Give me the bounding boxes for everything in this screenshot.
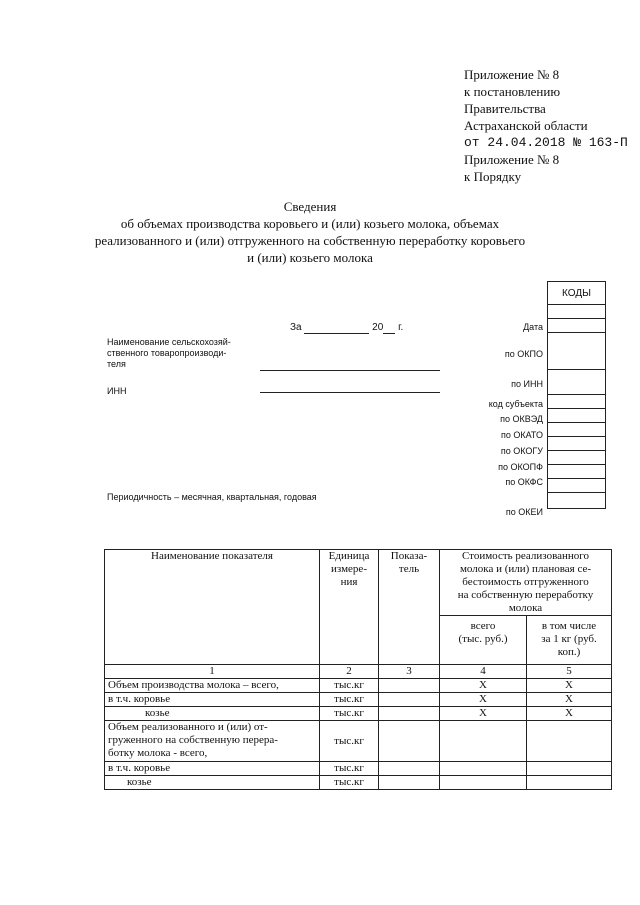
- row-unit: тыс.кг: [320, 679, 379, 693]
- row-indicator[interactable]: [379, 693, 440, 707]
- appendix-line: Правительства: [464, 101, 546, 116]
- row-name: Объем производства молока – всего,: [105, 679, 320, 693]
- code-label: по ОКФС: [505, 477, 543, 487]
- code-label: по ОКВЭД: [500, 414, 543, 424]
- row-name: в т.ч. коровье: [105, 693, 320, 707]
- code-cell-okved[interactable]: [548, 409, 606, 423]
- header-cost: Стоимость реализованного молока и (или) плановая се- бестоимость отгруженного на собственную переработку молока: [440, 550, 612, 616]
- document-title: [94, 198, 526, 266]
- col-number: 3: [379, 665, 440, 679]
- code-cell[interactable]: [548, 305, 606, 319]
- appendix-line: Приложение № 8: [464, 152, 560, 167]
- row-unit: тыс.кг: [320, 762, 379, 776]
- appendix-line: Приложение № 8: [464, 67, 560, 82]
- row-total[interactable]: [440, 721, 527, 762]
- title-line: об объемах производства коровьего и (или) козьего молока, объемах: [120, 216, 500, 231]
- periodicity-label: Периодичность – месячная, квартальная, годовая: [107, 492, 317, 502]
- table-header-row: [105, 550, 612, 616]
- codes-header: КОДЫ: [548, 282, 606, 305]
- title-line: реализованного и (или) отгруженного на собственную переработку коровьего: [94, 233, 526, 248]
- row-total: X: [440, 679, 527, 693]
- header-unit: Единица измере- ния: [320, 550, 379, 665]
- row-per-kg: X: [527, 679, 612, 693]
- code-label: по ОКПО: [504, 349, 543, 359]
- code-cell-blank[interactable]: [548, 479, 606, 493]
- codes-grid: [547, 281, 606, 509]
- header-indicator: Показа- тель: [379, 550, 440, 665]
- header-per-kg: в том числе за 1 кг (руб. коп.): [527, 616, 612, 665]
- table-row: [105, 721, 612, 762]
- code-label: по ОКЕИ: [505, 507, 543, 517]
- code-label: Дата: [523, 322, 543, 332]
- row-per-kg[interactable]: [527, 721, 612, 762]
- column-numbers-row: [105, 665, 612, 679]
- header-total: всего (тыс. руб.): [440, 616, 527, 665]
- row-unit: тыс.кг: [320, 776, 379, 790]
- period-year-prefix: 20: [372, 322, 384, 333]
- table-row: [105, 679, 612, 693]
- row-unit: тыс.кг: [320, 707, 379, 721]
- row-indicator[interactable]: [379, 679, 440, 693]
- appendix-line: Астраханской области: [464, 118, 588, 133]
- period-line: [290, 322, 403, 334]
- title-line: и (или) козьего молока: [247, 250, 373, 265]
- code-label: по ИНН: [511, 379, 543, 389]
- row-indicator[interactable]: [379, 762, 440, 776]
- code-label: по ОКОГУ: [500, 446, 543, 456]
- inn-label: ИНН: [107, 386, 127, 396]
- code-cell-inn[interactable]: [548, 370, 606, 395]
- col-number: 5: [527, 665, 612, 679]
- appendix-line: к Порядку: [464, 169, 522, 184]
- col-number: 1: [105, 665, 320, 679]
- row-per-kg[interactable]: [527, 762, 612, 776]
- row-unit: тыс.кг: [320, 721, 379, 762]
- table-row: [105, 776, 612, 790]
- row-indicator[interactable]: [379, 776, 440, 790]
- row-indicator[interactable]: [379, 721, 440, 762]
- row-per-kg: X: [527, 693, 612, 707]
- row-name: в т.ч. коровье: [105, 762, 320, 776]
- row-indicator[interactable]: [379, 707, 440, 721]
- row-unit: тыс.кг: [320, 693, 379, 707]
- header-name: Наименование показателя: [105, 550, 320, 665]
- code-cell-okfs[interactable]: [548, 465, 606, 479]
- code-label: по ОКОПФ: [498, 462, 543, 472]
- row-total[interactable]: [440, 776, 527, 790]
- appendix-line: к постановлению: [464, 84, 561, 99]
- code-label: по ОКАТО: [500, 430, 543, 440]
- row-total: X: [440, 707, 527, 721]
- table-row: [105, 693, 612, 707]
- code-cell-subject[interactable]: [548, 395, 606, 409]
- code-cell-okato[interactable]: [548, 423, 606, 437]
- table-row: [105, 707, 612, 721]
- title-line: Сведения: [283, 199, 337, 214]
- org-name-label: Наименование сельскохозяй- ственного товаропроизводи- теля: [107, 337, 231, 369]
- row-total: X: [440, 693, 527, 707]
- col-number: 4: [440, 665, 527, 679]
- code-cell-okogu[interactable]: [548, 437, 606, 451]
- inn-field[interactable]: [260, 392, 440, 393]
- period-year-suffix: г.: [398, 322, 404, 333]
- col-number: 2: [320, 665, 379, 679]
- org-name-field[interactable]: [260, 370, 440, 371]
- row-name: козье: [105, 776, 320, 790]
- period-blank[interactable]: [304, 322, 369, 334]
- year-blank[interactable]: [383, 322, 395, 334]
- table-row: [105, 762, 612, 776]
- row-per-kg[interactable]: [527, 776, 612, 790]
- appendix-date: от 24.04.2018 № 163-П: [464, 135, 628, 150]
- code-cell-okei[interactable]: [548, 493, 606, 509]
- code-label: код субъекта: [488, 399, 543, 409]
- code-cell-okpo[interactable]: [548, 333, 606, 370]
- code-cell-date[interactable]: [548, 319, 606, 333]
- row-name: козье: [105, 707, 320, 721]
- data-table: [104, 549, 612, 790]
- period-prefix: За: [290, 322, 302, 333]
- row-total[interactable]: [440, 762, 527, 776]
- appendix-block: [464, 66, 628, 185]
- row-name: Объем реализованного и (или) от- груженного на собственную перера- ботку молока - всего,: [105, 721, 320, 762]
- row-per-kg: X: [527, 707, 612, 721]
- code-cell-okopf[interactable]: [548, 451, 606, 465]
